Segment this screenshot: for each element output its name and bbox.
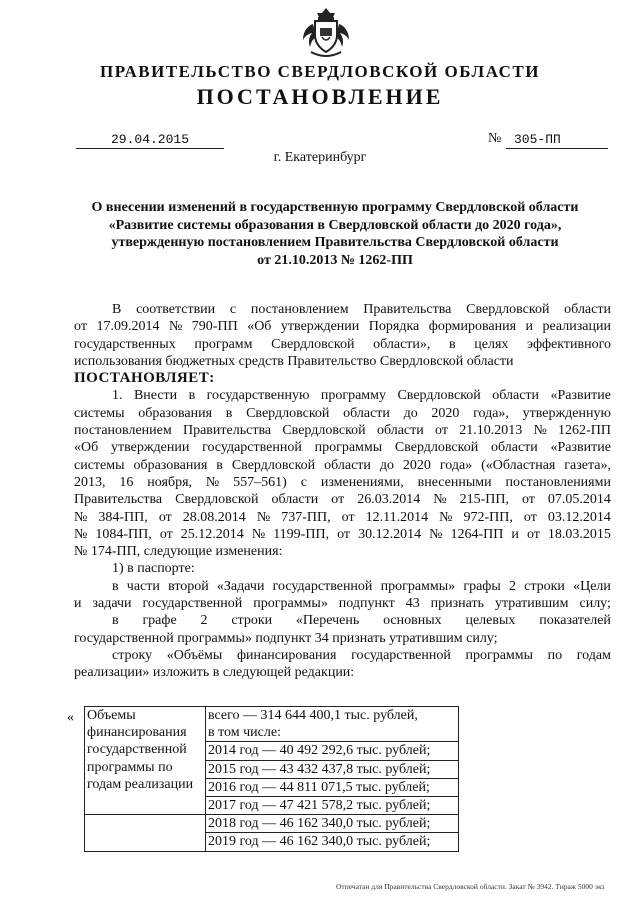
document-number: 305-ПП (506, 132, 608, 149)
subject-line: О внесении изменений в государственную программу Свердловской области (91, 200, 579, 215)
subject-line: «Развитие системы образования в Свердловской области до 2020 года», (108, 217, 562, 233)
resolves-heading: ПОСТАНОВЛЯЕТ: (74, 370, 215, 387)
financing-label-cell-empty (85, 815, 206, 851)
body-line: 1. Внести в государственную программу Свердловской области «Развитие (112, 388, 611, 404)
cell-line: финансирования (87, 725, 187, 741)
sverdlovsk-coat-of-arms-icon (299, 6, 353, 60)
body-line: постановлением Правительства Свердловской области от 21.10.2013 № 1262-ПП (74, 423, 611, 439)
financing-year-cell: 2018 год — 46 162 340,0 тыс. рублей; (206, 815, 459, 833)
subject-line: утвержденную постановлением Правительства Свердловской области (111, 235, 559, 250)
body-line: В соответствии с постановлением Правительства Свердловской области (112, 302, 611, 317)
financing-year-cell: 2016 год — 44 811 071,5 тыс. рублей; (206, 778, 459, 796)
subject-line: от 21.10.2013 № 1262-ПП (257, 252, 413, 268)
body-line: и задачи государственной программы» подпункт 43 признать утратившим силу; (74, 596, 611, 612)
open-quote: « (67, 710, 74, 725)
financing-table (84, 706, 459, 852)
body-line: реализации» изложить в следующей редакции: (74, 665, 355, 681)
body-line: в части второй «Задачи государственной программы» графы 2 строки «Цели (112, 578, 611, 594)
body-line: Правительства Свердловской области от 26.03.2014 № 215-ПП, от 07.05.2014 (74, 492, 611, 508)
body-line: 1) в паспорте: (112, 561, 195, 577)
body-line: 2013, 16 ноября, № 557–561) с изменениями, внесенными постановлениями (74, 474, 611, 490)
financing-year-cell: 2017 год — 47 421 578,2 тыс. рублей; (206, 797, 459, 815)
body-line: № 384-ПП, от 28.08.2014 № 737-ПП, от 12.11.2014 № 972-ПП, от 03.12.2014 (74, 509, 611, 525)
cell-line: годам реализации (87, 776, 194, 792)
cell-line: Объемы (87, 708, 136, 723)
cell-line: государственной (87, 742, 187, 758)
city: г. Екатеринбург (273, 150, 367, 165)
document-body (74, 301, 611, 682)
body-line: № 1084-ПП, от 25.12.2014 № 1199-ПП, от 30.12.2014 № 1264-ПП и от 18.03.2015 (74, 526, 611, 542)
document-date: 29.04.2015 (76, 132, 224, 149)
financing-year-cell: 2019 год — 46 162 340,0 тыс. рублей; (206, 833, 459, 851)
body-line: государственных программ Свердловской области», в целях эффективного (74, 336, 611, 352)
document-type: ПОСТАНОВЛЕНИЕ (196, 84, 444, 109)
document-subject (60, 199, 610, 269)
cell-line: в том числе: (208, 725, 281, 741)
cell-line: всего — 314 644 400,1 тыс. рублей, (208, 708, 418, 723)
cell-line: программы по (87, 759, 173, 775)
body-line: «Об утверждении государственной программы Свердловской области «Развитие (74, 440, 611, 456)
body-line: в графе 2 строки «Перечень основных целевых показателей (112, 613, 611, 629)
body-line: использования бюджетных средств Правительство Свердловской области (74, 353, 514, 369)
body-line: № 174-ПП, следующие изменения: (74, 544, 283, 560)
financing-label-cell (85, 707, 206, 815)
body-line: системы образования в Свердловской области до 2020 года» («Областная газета», (74, 457, 611, 473)
financing-value-cell (206, 707, 459, 742)
body-line: государственной программы» подпункт 34 признать утратившим силу; (74, 630, 498, 646)
government-title: ПРАВИТЕЛЬСТВО СВЕРДЛОВСКОЙ ОБЛАСТИ (100, 62, 540, 81)
financing-year-cell: 2014 год — 40 492 292,6 тыс. рублей; (206, 742, 459, 760)
number-label: № (488, 131, 502, 146)
financing-year-cell: 2015 год — 43 432 437,8 тыс. рублей; (206, 760, 459, 778)
print-footer: Отпечатан для Правительства Свердловской области. Закат № 3942. Тираж 5000 экз (336, 882, 605, 891)
body-line: строку «Объёмы финансирования государственной программы по годам (112, 647, 611, 663)
body-line: от 17.09.2014 № 790-ПП «Об утверждении Порядка формирования и реализации (74, 319, 611, 335)
body-line: системы образования в Свердловской области до 2020 года», утвержденную (74, 405, 611, 421)
